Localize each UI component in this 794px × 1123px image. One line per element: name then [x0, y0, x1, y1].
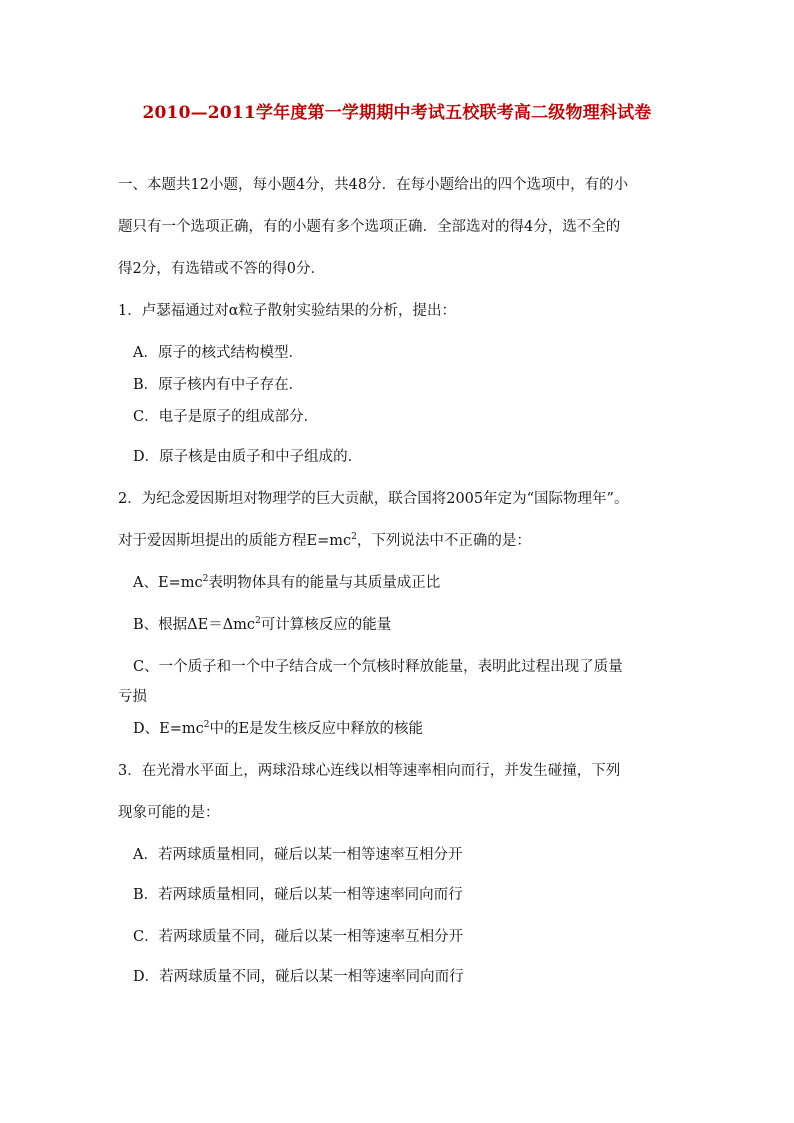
page-title: 2010—2011学年度第一学期期中考试五校联考高二级物理科试卷 — [142, 103, 652, 123]
q2-option-a-exponent: 2 — [202, 574, 209, 585]
q2-option-d-exponent: 2 — [203, 720, 210, 731]
q3-stem-line-1: 3．在光滑水平面上，两球沿球心连线以相等速率相向而行，并发生碰撞，下列 — [118, 763, 621, 779]
q2-option-b-text-end: 可计算核反应的能量 — [260, 617, 392, 633]
q1-stem: 1．卢瑟福通过对α粒子散射实验结果的分析，提出： — [118, 303, 457, 319]
q1-option-a: A．原子的核式结构模型． — [133, 345, 303, 361]
q1-option-d: D．原子核是由质子和中子组成的． — [133, 449, 363, 465]
instructions-line-1: 一、本题共12小题，每小题4分，共48分．在每小题给出的四个选项中，有的小 — [118, 177, 629, 193]
q2-option-b-exponent: 2 — [255, 616, 261, 627]
q2-option-a-text-end: 表明物体具有的能量与其质量成正比 — [208, 575, 441, 591]
q2-option-d — [133, 717, 423, 738]
q2-option-c-line-2: 亏损 — [118, 689, 147, 705]
q2-option-d-text-end: 中的E是发生核反应中释放的核能 — [209, 721, 424, 737]
q3-option-b: B．若两球质量相同，碰后以某一相等速率同向而行 — [133, 887, 463, 903]
q2-option-a — [133, 571, 440, 592]
q1-option-b: B．原子核内有中子存在． — [133, 377, 304, 393]
q3-stem-line-2: 现象可能的是： — [118, 805, 220, 821]
q2-option-c-line-1: C、一个质子和一个中子结合成一个氘核时释放能量，表明此过程出现了质量 — [133, 659, 623, 675]
q2-option-d-text: D、E=mc — [133, 721, 204, 737]
q2-stem-line-2 — [118, 529, 531, 550]
q2-option-b-text: B、根据ΔE＝Δmc — [133, 617, 256, 633]
q2-stem-text: 对于爱因斯坦提出的质能方程E=mc — [118, 533, 352, 549]
q2-stem-exponent: 2 — [351, 532, 357, 543]
instructions-line-3: 得2分，有选错或不答的得0分． — [118, 261, 325, 277]
q2-option-b — [133, 613, 391, 634]
instructions-line-2: 题只有一个选项正确，有的小题有多个选项正确．全部选对的得4分，选不全的 — [118, 219, 621, 235]
q2-option-a-text: A、E=mc — [133, 575, 203, 591]
q3-option-d: D．若两球质量不同，碰后以某一相等速率同向而行 — [133, 969, 464, 985]
q2-stem-text-end: ，下列说法中不正确的是： — [356, 533, 531, 549]
q1-option-c: C．电子是原子的组成部分． — [133, 409, 319, 425]
q3-option-c: C．若两球质量不同，碰后以某一相等速率互相分开 — [133, 929, 464, 945]
q3-option-a: A．若两球质量相同，碰后以某一相等速率互相分开 — [133, 847, 463, 863]
q2-stem-line-1: 2．为纪念爱因斯坦对物理学的巨大贡献，联合国将2005年定为“国际物理年”。 — [118, 491, 629, 507]
